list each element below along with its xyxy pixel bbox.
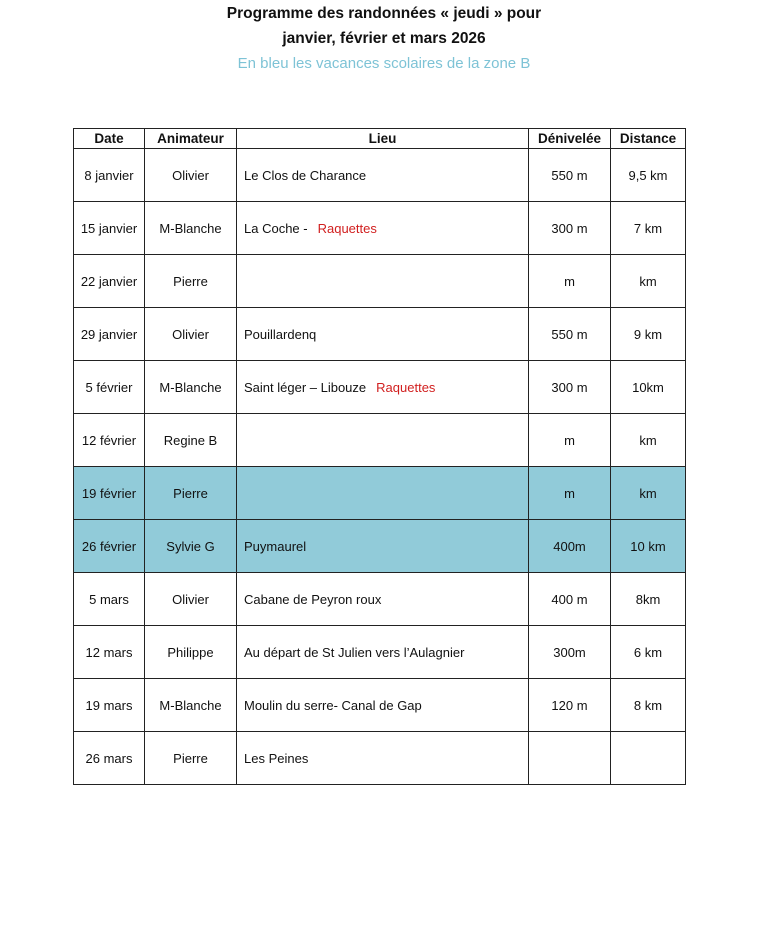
table-row — [74, 467, 686, 520]
activity-tag: Raquettes — [376, 379, 436, 395]
cell-date: 19 mars — [74, 679, 145, 732]
table-row — [74, 255, 686, 308]
cell-animateur: Sylvie G — [145, 520, 237, 573]
lieu-text: Le Clos de Charance — [244, 167, 367, 183]
column-header-date: Date — [74, 129, 145, 149]
cell-lieu — [237, 679, 529, 732]
cell-denivele: 400m — [529, 520, 611, 573]
table-row — [74, 520, 686, 573]
cell-denivele: 300 m — [529, 361, 611, 414]
table-row — [74, 732, 686, 785]
cell-date: 12 février — [74, 414, 145, 467]
cell-lieu — [237, 520, 529, 573]
cell-distance: 9,5 km — [611, 149, 686, 202]
lieu-text: Pouillardenq — [244, 326, 317, 342]
table-row — [74, 573, 686, 626]
cell-date: 5 mars — [74, 573, 145, 626]
cell-lieu — [237, 255, 529, 308]
lieu-text: Moulin du serre- Canal de Gap — [244, 697, 422, 713]
column-header-animateur: Animateur — [145, 129, 237, 149]
cell-distance: 8 km — [611, 679, 686, 732]
cell-distance: 7 km — [611, 202, 686, 255]
column-header-denivele: Dénivelée — [529, 129, 611, 149]
cell-denivele: 400 m — [529, 573, 611, 626]
cell-animateur: Pierre — [145, 732, 237, 785]
cell-lieu — [237, 202, 529, 255]
cell-animateur: Olivier — [145, 573, 237, 626]
cell-date: 29 janvier — [74, 308, 145, 361]
cell-denivele — [529, 732, 611, 785]
cell-animateur: Regine B — [145, 414, 237, 467]
cell-date: 12 mars — [74, 626, 145, 679]
lieu-text: Au départ de St Julien vers l’Aulagnier — [244, 644, 465, 660]
cell-lieu — [237, 361, 529, 414]
cell-denivele: 300 m — [529, 202, 611, 255]
cell-date: 26 février — [74, 520, 145, 573]
table-row — [74, 414, 686, 467]
hikes-table — [73, 128, 686, 785]
cell-distance: km — [611, 414, 686, 467]
page-subtitle: En bleu les vacances scolaires de la zone B — [237, 55, 531, 72]
cell-date: 19 février — [74, 467, 145, 520]
cell-lieu — [237, 149, 529, 202]
cell-date: 15 janvier — [74, 202, 145, 255]
cell-distance: 6 km — [611, 626, 686, 679]
cell-animateur: M-Blanche — [145, 679, 237, 732]
cell-distance: km — [611, 255, 686, 308]
lieu-text: Puymaurel — [244, 538, 307, 554]
cell-animateur: M-Blanche — [145, 361, 237, 414]
cell-lieu — [237, 467, 529, 520]
lieu-text: La Coche - — [244, 220, 308, 236]
cell-distance: km — [611, 467, 686, 520]
cell-lieu — [237, 626, 529, 679]
page-title-line-2: janvier, février et mars 2026 — [282, 30, 486, 47]
cell-animateur: M-Blanche — [145, 202, 237, 255]
cell-distance: 10km — [611, 361, 686, 414]
cell-denivele: m — [529, 467, 611, 520]
cell-animateur: Pierre — [145, 255, 237, 308]
cell-denivele: m — [529, 414, 611, 467]
activity-tag: Raquettes — [317, 220, 377, 236]
cell-lieu — [237, 308, 529, 361]
cell-animateur: Olivier — [145, 308, 237, 361]
cell-distance: 8km — [611, 573, 686, 626]
cell-denivele: 120 m — [529, 679, 611, 732]
cell-lieu — [237, 573, 529, 626]
column-header-distance: Distance — [611, 129, 686, 149]
cell-distance — [611, 732, 686, 785]
cell-lieu — [237, 732, 529, 785]
lieu-text: Cabane de Peyron roux — [244, 591, 382, 607]
column-header-lieu: Lieu — [237, 129, 529, 149]
cell-date: 8 janvier — [74, 149, 145, 202]
table-header-row — [74, 129, 686, 149]
cell-date: 5 février — [74, 361, 145, 414]
cell-date: 26 mars — [74, 732, 145, 785]
page-title-line-1: Programme des randonnées « jeudi » pour — [226, 5, 542, 22]
cell-distance: 9 km — [611, 308, 686, 361]
cell-denivele: 300m — [529, 626, 611, 679]
cell-denivele: 550 m — [529, 308, 611, 361]
cell-distance: 10 km — [611, 520, 686, 573]
table-row — [74, 149, 686, 202]
table-row — [74, 202, 686, 255]
table-row — [74, 308, 686, 361]
cell-date: 22 janvier — [74, 255, 145, 308]
lieu-text: Saint léger – Libouze — [244, 379, 367, 395]
table-row — [74, 679, 686, 732]
cell-animateur: Pierre — [145, 467, 237, 520]
cell-denivele: 550 m — [529, 149, 611, 202]
table-row — [74, 626, 686, 679]
table-row — [74, 361, 686, 414]
cell-animateur: Philippe — [145, 626, 237, 679]
cell-lieu — [237, 414, 529, 467]
cell-animateur: Olivier — [145, 149, 237, 202]
lieu-text: Les Peines — [244, 750, 309, 766]
cell-denivele: m — [529, 255, 611, 308]
